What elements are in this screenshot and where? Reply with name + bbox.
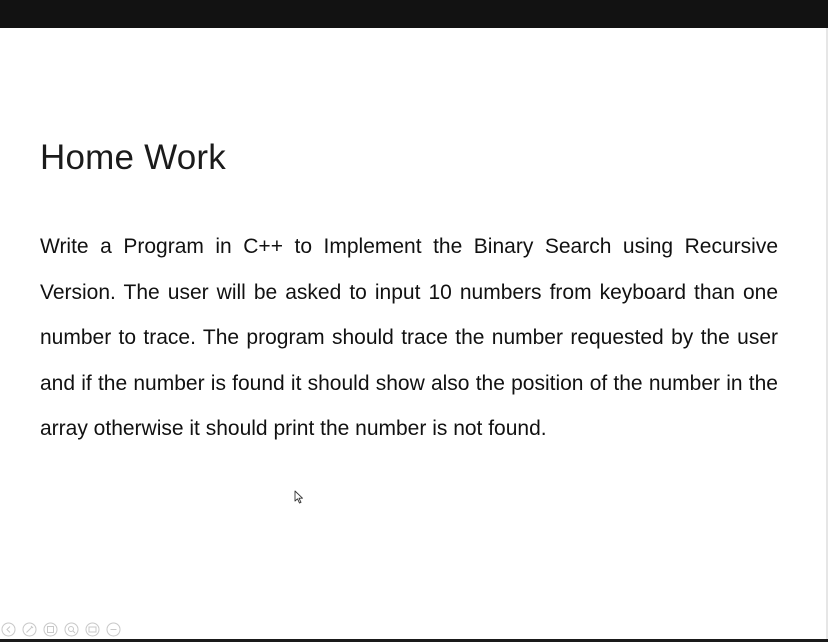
mouse-pointer-icon [294, 490, 304, 504]
more-icon[interactable] [105, 621, 122, 638]
previous-icon[interactable] [0, 621, 17, 638]
zoom-icon[interactable] [63, 621, 80, 638]
subtitles-icon[interactable] [84, 621, 101, 638]
top-black-bar [0, 0, 828, 28]
presentation-slide [0, 28, 828, 639]
slideshow-controls [0, 620, 122, 638]
slides-icon[interactable] [42, 621, 59, 638]
pen-icon[interactable] [21, 621, 38, 638]
slide-body-text: Write a Program in C++ to Implement the Binary Search using Recursive Version. The user will be asked to input 10 numbers from keyboard than one number to trace. The program should trace the number requested by the user and if the number is found it should show also the position of the number in the array otherwise it should print the number is not found. [40, 235, 778, 440]
slide-title: Home Work [40, 138, 226, 177]
